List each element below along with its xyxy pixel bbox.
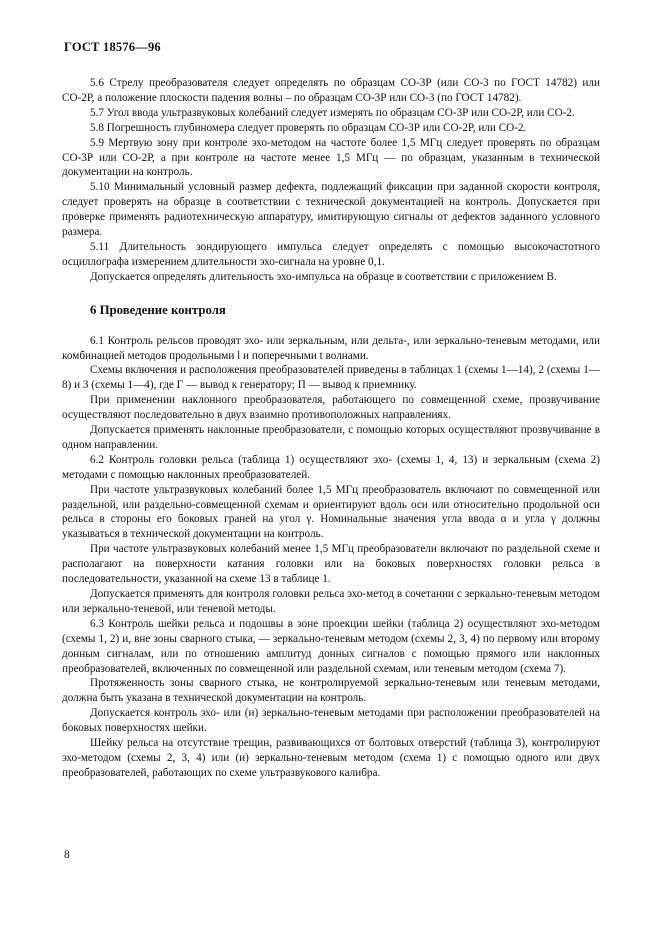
standard-header: ГОСТ 18576—96	[64, 40, 161, 54]
paragraph: При частоте ультразвуковых колебаний менее 1,5 МГц преобразователи включают по раздельной схеме и располагают на поверхности катания головки или на боковых поверхностях головки рельса в последовательности, указанной на схеме 13 в таблице 1.	[62, 543, 600, 586]
paragraph: Протяженность зоны сварного стыка, не контролируемой зеркально-теневым или теневым методами, должна быть указана в технической документации на контроль.	[62, 677, 600, 705]
paragraph: 5.7 Угол ввода ультразвуковых колебаний следует измерять по образцам СО-3Р или СО-2Р, или СО-2.	[90, 106, 575, 119]
paragraph: 5.8 Погрешность глубиномера следует проверять по образцам СО-3Р или СО-2Р, или СО-2.	[90, 121, 527, 134]
paragraph: Допускается контроль эхо- или (и) зеркально-теневым методами при расположении преобразователей на боковых поверхностях шейки.	[62, 707, 600, 735]
paragraph: 6.1 Контроль рельсов проводят эхо- или зеркальным, или дельта-, или зеркально-теневым методами, или комбинацией методов продольными l и поперечными t волнами.	[62, 334, 600, 362]
paragraph: 6.2 Контроль головки рельса (таблица 1) осуществляют эхо- (схемы 1, 4, 13) и зеркальным (схема 2) методами с помощью наклонных преобразователей.	[62, 453, 600, 481]
section-heading: 6 Проведение контроля	[90, 302, 226, 317]
document-body	[62, 76, 600, 781]
page-number: 8	[64, 849, 70, 861]
paragraph: Допускается применять наклонные преобразователи, с помощью которых осуществляют прозвучивание в одном направлении.	[62, 424, 600, 451]
paragraph: 6.3 Контроль шейки рельса и подошвы в зоне проекции шейки (таблица 2) осуществляют эхо-методом (схемы 1, 2) и, вне зоны сварного стыка, — зеркально-теневым методом (схемы 2, 3, 4) по первому или второму донным сигналам, или по отношению амплитуд донных сигналов с помощью прямого или наклонных преобразователей, включенных по совмещенной или раздельной схемам, или теневым методом (схема 7).	[62, 617, 600, 675]
paragraph: 5.11 Длительность зондирующего импульса следует определять с помощью высокочастотного осциллографа измерением длительности эхо-сигнала на уровне 0,1.	[62, 240, 600, 268]
paragraph: 5.10 Минимальный условный размер дефекта, подлежащий фиксации при заданной скорости контроля, следует проверять на образце в соответствии с технической документацией на контроль. Допускается при проверке применять радиотехническую аппаратуру, имитирующую сигналы от дефектов заданного условного размера.	[62, 181, 600, 239]
paragraph: Допускается применять для контроля головки рельса эхо-метод в сочетании с зеркально-теневым методом или зеркально-теневой, или теневой методы.	[62, 588, 600, 615]
paragraph: При частоте ультразвуковых колебаний более 1,5 МГц преобразователь включают по совмещенной или раздельной, или раздельно-совмещенной схемам и ориентируют вдоль оси или относительно продольной оси рельса в стороны его боковых граней на угол γ. Номинальные значения угла ввода α и угла γ должны указываться в технической документации на контроль.	[62, 483, 600, 541]
paragraph: 5.9 Мертвую зону при контроле эхо-методом на частоте более 1,5 МГц следует проверять по образцам СО-3Р или СО-2Р, а при контроле на частоте менее 1,5 МГц — по образцам, указанным в технической документации на контроль.	[62, 136, 600, 179]
paragraph: При применении наклонного преобразователя, работающего по совмещенной схеме, прозвучивание осуществляют последовательно в двух взаимно противоположных направлениях.	[62, 394, 600, 422]
paragraph: Допускается определять длительность эхо-импульса на образце в соответствии с приложением В.	[90, 270, 557, 283]
paragraph: Схемы включения и расположения преобразователей приведены в таблицах 1 (схемы 1—14), 2 (схемы 1—8) и 3 (схемы 1—4), где Г — вывод к генератору; П — вывод к приемнику.	[62, 364, 600, 392]
paragraph: Шейку рельса на отсутствие трещин, развивающихся от болтовых отверстий (таблица 3), контролируют эхо-методом (схемы 2, 3, 4) или (и) зеркально-теневым методом (схема 1) с помощью одного или двух преобразователей, работающих по схеме ультразвукового калибра.	[62, 737, 600, 779]
paragraph: 5.6 Стрелу преобразователя следует определять по образцам СО-3Р (или СО-3 по ГОСТ 14782) или СО-2Р, а положение плоскости падения волны – по образцам СО-3Р или СО-3 (по ГОСТ 14782).	[62, 77, 600, 104]
